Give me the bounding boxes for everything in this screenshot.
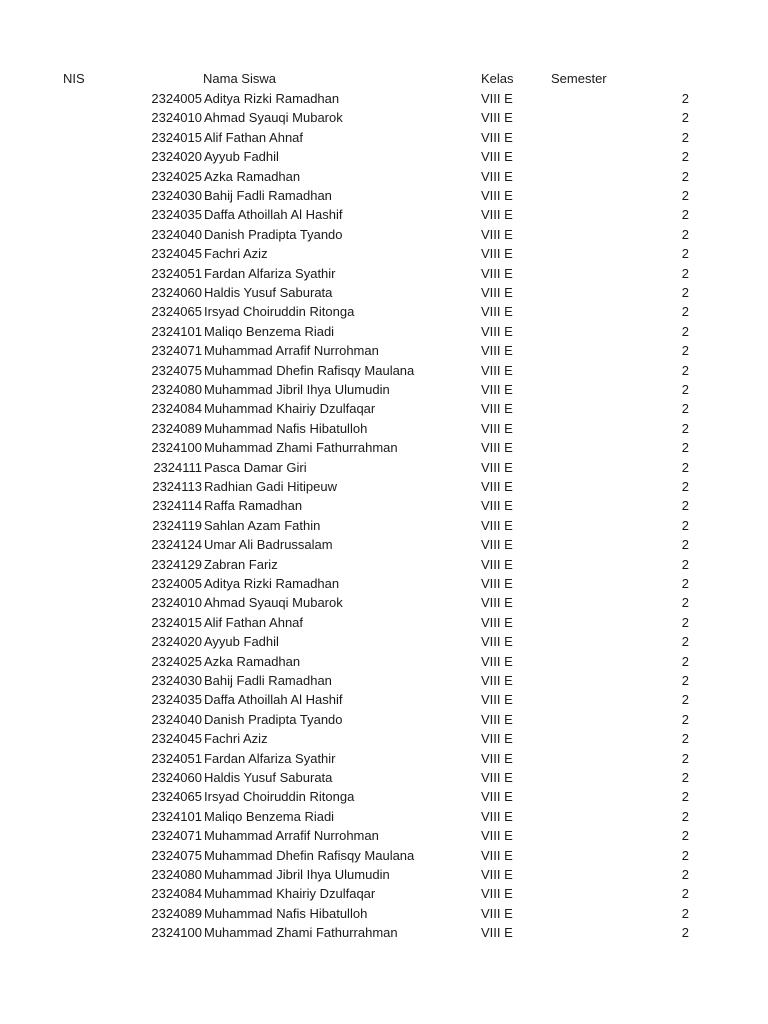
nama-siswa-cell: Muhammad Zhami Fathurrahman xyxy=(204,440,398,456)
nis-cell: 2324075 xyxy=(151,362,202,378)
table-row xyxy=(0,846,768,865)
nis-cell: 2324100 xyxy=(151,925,202,941)
semester-cell: 2 xyxy=(681,808,689,824)
nis-cell: 2324015 xyxy=(151,129,202,145)
table-row xyxy=(0,438,768,457)
nis-cell: 2324071 xyxy=(151,828,202,844)
kelas-cell: VIII E xyxy=(481,285,513,300)
table-row xyxy=(0,710,768,729)
kelas-cell: VIII E xyxy=(481,556,513,572)
nis-cell: 2324025 xyxy=(151,168,202,184)
table-row xyxy=(0,128,768,147)
nama-siswa-cell: Pasca Damar Giri xyxy=(204,459,307,475)
nis-cell: 2324015 xyxy=(151,614,202,630)
semester-cell: 2 xyxy=(681,634,689,650)
nama-siswa-cell: Zabran Fariz xyxy=(204,556,278,572)
header-row xyxy=(0,69,768,88)
nama-siswa-cell: Alif Fathan Ahnaf xyxy=(204,129,304,145)
kelas-cell: VIII E xyxy=(481,653,513,669)
kelas-cell: VIII E xyxy=(481,362,513,378)
kelas-cell: VIII E xyxy=(481,634,513,650)
header-semester: Semester xyxy=(551,71,607,86)
semester-cell: 2 xyxy=(681,905,689,921)
nama-siswa-cell: Aditya Rizki Ramadhan xyxy=(204,91,340,106)
table-row xyxy=(0,496,768,515)
semester-cell: 2 xyxy=(681,440,689,456)
nama-siswa-cell: Ayyub Fadhil xyxy=(204,149,279,165)
semester-cell: 2 xyxy=(681,420,689,436)
table-row xyxy=(0,729,768,748)
nama-siswa-cell: Fardan Alfariza Syathir xyxy=(204,750,336,766)
nis-cell: 2324075 xyxy=(151,847,202,863)
semester-cell: 2 xyxy=(681,362,689,378)
nama-siswa-cell: Umar Ali Badrussalam xyxy=(204,537,333,553)
table-row xyxy=(0,341,768,360)
table-row xyxy=(0,749,768,768)
semester-cell: 2 xyxy=(681,886,689,902)
table-row xyxy=(0,283,768,302)
semester-cell: 2 xyxy=(681,401,689,417)
table-row xyxy=(0,555,768,574)
semester-cell: 2 xyxy=(681,537,689,553)
nis-cell: 2324101 xyxy=(151,323,202,339)
semester-cell: 2 xyxy=(681,770,689,785)
nis-cell: 2324119 xyxy=(152,517,202,533)
table-row xyxy=(0,167,768,186)
table-row xyxy=(0,399,768,418)
table-row xyxy=(0,865,768,884)
nama-siswa-cell: Danish Pradipta Tyando xyxy=(204,226,343,242)
semester-cell: 2 xyxy=(681,595,689,611)
nis-cell: 2324040 xyxy=(151,711,202,727)
nis-cell: 2324040 xyxy=(151,226,202,242)
table-row xyxy=(0,244,768,263)
semester-cell: 2 xyxy=(681,692,689,708)
kelas-cell: VIII E xyxy=(481,129,513,145)
table-row xyxy=(0,516,768,535)
semester-cell: 2 xyxy=(681,789,689,805)
nama-siswa-cell: Maliqo Benzema Riadi xyxy=(204,808,335,824)
nama-siswa-cell: Muhammad Nafis Hibatulloh xyxy=(204,420,368,436)
semester-cell: 2 xyxy=(681,246,689,262)
table-row xyxy=(0,186,768,205)
semester-cell: 2 xyxy=(681,188,689,203)
kelas-cell: VIII E xyxy=(481,692,513,708)
nama-siswa-cell: Daffa Athoillah Al Hashif xyxy=(204,692,343,708)
nis-cell: 2324089 xyxy=(151,905,202,921)
kelas-cell: VIII E xyxy=(481,673,513,688)
semester-cell: 2 xyxy=(681,576,689,591)
kelas-cell: VIII E xyxy=(481,265,513,281)
table-row xyxy=(0,89,768,108)
table-row xyxy=(0,904,768,923)
nama-siswa-cell: Maliqo Benzema Riadi xyxy=(204,323,335,339)
semester-cell: 2 xyxy=(681,867,689,882)
kelas-cell: VIII E xyxy=(481,420,513,436)
kelas-cell: VIII E xyxy=(481,459,513,475)
nama-siswa-cell: Muhammad Zhami Fathurrahman xyxy=(204,925,398,941)
table-row xyxy=(0,264,768,283)
nis-cell: 2324124 xyxy=(151,537,202,553)
kelas-cell: VIII E xyxy=(481,770,513,785)
nama-siswa-cell: Irsyad Choiruddin Ritonga xyxy=(204,789,355,805)
nis-cell: 2324089 xyxy=(151,420,202,436)
nama-siswa-cell: Fardan Alfariza Syathir xyxy=(204,265,336,281)
semester-cell: 2 xyxy=(681,731,689,747)
table-row xyxy=(0,147,768,166)
nis-cell: 2324030 xyxy=(151,673,202,688)
kelas-cell: VIII E xyxy=(481,789,513,805)
header-nis: NIS xyxy=(63,71,85,86)
kelas-cell: VIII E xyxy=(481,323,513,339)
kelas-cell: VIII E xyxy=(481,382,513,397)
table-row xyxy=(0,632,768,651)
semester-cell: 2 xyxy=(681,149,689,165)
table-row xyxy=(0,652,768,671)
nama-siswa-cell: Fachri Aziz xyxy=(204,246,268,262)
table-row xyxy=(0,205,768,224)
nama-siswa-cell: Raffa Ramadhan xyxy=(204,498,303,514)
kelas-cell: VIII E xyxy=(481,226,513,242)
nama-siswa-cell: Ahmad Syauqi Mubarok xyxy=(204,595,343,611)
semester-cell: 2 xyxy=(681,653,689,669)
kelas-cell: VIII E xyxy=(481,847,513,863)
semester-cell: 2 xyxy=(681,750,689,766)
nis-cell: 2324035 xyxy=(151,207,202,223)
nis-cell: 2324025 xyxy=(151,653,202,669)
semester-cell: 2 xyxy=(681,479,689,494)
table-row xyxy=(0,826,768,845)
kelas-cell: VIII E xyxy=(481,731,513,747)
table-row xyxy=(0,671,768,690)
kelas-cell: VIII E xyxy=(481,828,513,844)
semester-cell: 2 xyxy=(681,847,689,863)
nama-siswa-cell: Haldis Yusuf Saburata xyxy=(204,770,333,785)
nama-siswa-cell: Fachri Aziz xyxy=(204,731,268,747)
table-row xyxy=(0,458,768,477)
nis-cell: 2324065 xyxy=(151,789,202,805)
nama-siswa-cell: Muhammad Arrafif Nurrohman xyxy=(204,828,379,844)
nis-cell: 2324065 xyxy=(151,304,202,320)
semester-cell: 2 xyxy=(681,304,689,320)
semester-cell: 2 xyxy=(681,673,689,688)
nis-cell: 2324045 xyxy=(151,731,202,747)
nis-cell: 2324129 xyxy=(151,556,202,572)
kelas-cell: VIII E xyxy=(481,440,513,456)
semester-cell: 2 xyxy=(681,828,689,844)
nis-cell: 2324010 xyxy=(151,110,202,126)
table-row xyxy=(0,322,768,341)
nis-cell: 2324084 xyxy=(151,886,202,902)
table-row xyxy=(0,108,768,127)
semester-cell: 2 xyxy=(681,517,689,533)
table-row xyxy=(0,535,768,554)
kelas-cell: VIII E xyxy=(481,886,513,902)
nis-cell: 2324080 xyxy=(151,867,202,882)
nis-cell: 2324051 xyxy=(151,750,202,766)
nama-siswa-cell: Alif Fathan Ahnaf xyxy=(204,614,304,630)
kelas-cell: VIII E xyxy=(481,808,513,824)
nama-siswa-cell: Muhammad Jibril Ihya Ulumudin xyxy=(204,867,390,882)
table-row xyxy=(0,593,768,612)
table-row xyxy=(0,477,768,496)
nis-cell: 2324051 xyxy=(151,265,202,281)
kelas-cell: VIII E xyxy=(481,750,513,766)
nis-cell: 2324010 xyxy=(151,595,202,611)
kelas-cell: VIII E xyxy=(481,905,513,921)
nama-siswa-cell: Bahij Fadli Ramadhan xyxy=(204,673,332,688)
semester-cell: 2 xyxy=(681,129,689,145)
table-row xyxy=(0,807,768,826)
nama-siswa-cell: Bahij Fadli Ramadhan xyxy=(204,188,332,203)
kelas-cell: VIII E xyxy=(481,91,513,106)
kelas-cell: VIII E xyxy=(481,246,513,262)
table-row xyxy=(0,768,768,787)
nama-siswa-cell: Azka Ramadhan xyxy=(204,168,301,184)
semester-cell: 2 xyxy=(681,285,689,300)
kelas-cell: VIII E xyxy=(481,401,513,417)
nama-siswa-cell: Aditya Rizki Ramadhan xyxy=(204,576,340,591)
kelas-cell: VIII E xyxy=(481,537,513,553)
table-row xyxy=(0,690,768,709)
nama-siswa-cell: Muhammad Arrafif Nurrohman xyxy=(204,343,379,359)
nama-siswa-cell: Irsyad Choiruddin Ritonga xyxy=(204,304,355,320)
nama-siswa-cell: Ahmad Syauqi Mubarok xyxy=(204,110,343,126)
kelas-cell: VIII E xyxy=(481,498,513,514)
kelas-cell: VIII E xyxy=(481,188,513,203)
nis-cell: 2324045 xyxy=(151,246,202,262)
semester-cell: 2 xyxy=(681,498,689,514)
table-row xyxy=(0,923,768,942)
nis-cell: 2324060 xyxy=(151,285,202,300)
kelas-cell: VIII E xyxy=(481,304,513,320)
table-row xyxy=(0,884,768,903)
nis-cell: 2324114 xyxy=(152,498,202,514)
nama-siswa-cell: Sahlan Azam Fathin xyxy=(204,517,321,533)
table-row xyxy=(0,302,768,321)
nis-cell: 2324100 xyxy=(151,440,202,456)
nama-siswa-cell: Radhian Gadi Hitipeuw xyxy=(204,479,337,494)
nama-siswa-cell: Muhammad Khairiy Dzulfaqar xyxy=(204,886,376,902)
nis-cell: 2324113 xyxy=(152,479,202,494)
table-row xyxy=(0,225,768,244)
semester-cell: 2 xyxy=(681,226,689,242)
table-row xyxy=(0,787,768,806)
nis-cell: 2324005 xyxy=(151,91,202,106)
semester-cell: 2 xyxy=(681,459,689,475)
nis-cell: 2324101 xyxy=(151,808,202,824)
nama-siswa-cell: Muhammad Khairiy Dzulfaqar xyxy=(204,401,376,417)
kelas-cell: VIII E xyxy=(481,343,513,359)
kelas-cell: VIII E xyxy=(481,614,513,630)
kelas-cell: VIII E xyxy=(481,168,513,184)
nis-cell: 2324020 xyxy=(151,634,202,650)
table-row xyxy=(0,613,768,632)
semester-cell: 2 xyxy=(681,556,689,572)
semester-cell: 2 xyxy=(681,110,689,126)
nama-siswa-cell: Muhammad Dhefin Rafisqy Maulana xyxy=(204,847,415,863)
kelas-cell: VIII E xyxy=(481,207,513,223)
kelas-cell: VIII E xyxy=(481,479,513,494)
semester-cell: 2 xyxy=(681,168,689,184)
kelas-cell: VIII E xyxy=(481,517,513,533)
semester-cell: 2 xyxy=(681,925,689,941)
kelas-cell: VIII E xyxy=(481,711,513,727)
nis-cell: 2324084 xyxy=(151,401,202,417)
nama-siswa-cell: Haldis Yusuf Saburata xyxy=(204,285,333,300)
nis-cell: 2324060 xyxy=(151,770,202,785)
kelas-cell: VIII E xyxy=(481,149,513,165)
semester-cell: 2 xyxy=(681,207,689,223)
header-nama-siswa: Nama Siswa xyxy=(203,71,276,86)
semester-cell: 2 xyxy=(681,382,689,397)
kelas-cell: VIII E xyxy=(481,867,513,882)
kelas-cell: VIII E xyxy=(481,925,513,941)
nama-siswa-cell: Muhammad Jibril Ihya Ulumudin xyxy=(204,382,390,397)
nama-siswa-cell: Muhammad Nafis Hibatulloh xyxy=(204,905,368,921)
nis-cell: 2324111 xyxy=(153,459,202,475)
nama-siswa-cell: Muhammad Dhefin Rafisqy Maulana xyxy=(204,362,415,378)
table-row xyxy=(0,574,768,593)
header-kelas: Kelas xyxy=(481,71,514,86)
kelas-cell: VIII E xyxy=(481,576,513,591)
nama-siswa-cell: Danish Pradipta Tyando xyxy=(204,711,343,727)
nis-cell: 2324030 xyxy=(151,188,202,203)
semester-cell: 2 xyxy=(681,711,689,727)
nis-cell: 2324005 xyxy=(151,576,202,591)
table-row xyxy=(0,380,768,399)
semester-cell: 2 xyxy=(681,343,689,359)
semester-cell: 2 xyxy=(681,91,689,106)
semester-cell: 2 xyxy=(681,323,689,339)
table-row xyxy=(0,419,768,438)
nis-cell: 2324071 xyxy=(151,343,202,359)
nis-cell: 2324020 xyxy=(151,149,202,165)
table-row xyxy=(0,361,768,380)
nama-siswa-cell: Ayyub Fadhil xyxy=(204,634,279,650)
nis-cell: 2324080 xyxy=(151,382,202,397)
kelas-cell: VIII E xyxy=(481,110,513,126)
semester-cell: 2 xyxy=(681,265,689,281)
semester-cell: 2 xyxy=(681,614,689,630)
kelas-cell: VIII E xyxy=(481,595,513,611)
nis-cell: 2324035 xyxy=(151,692,202,708)
nama-siswa-cell: Daffa Athoillah Al Hashif xyxy=(204,207,343,223)
nama-siswa-cell: Azka Ramadhan xyxy=(204,653,301,669)
